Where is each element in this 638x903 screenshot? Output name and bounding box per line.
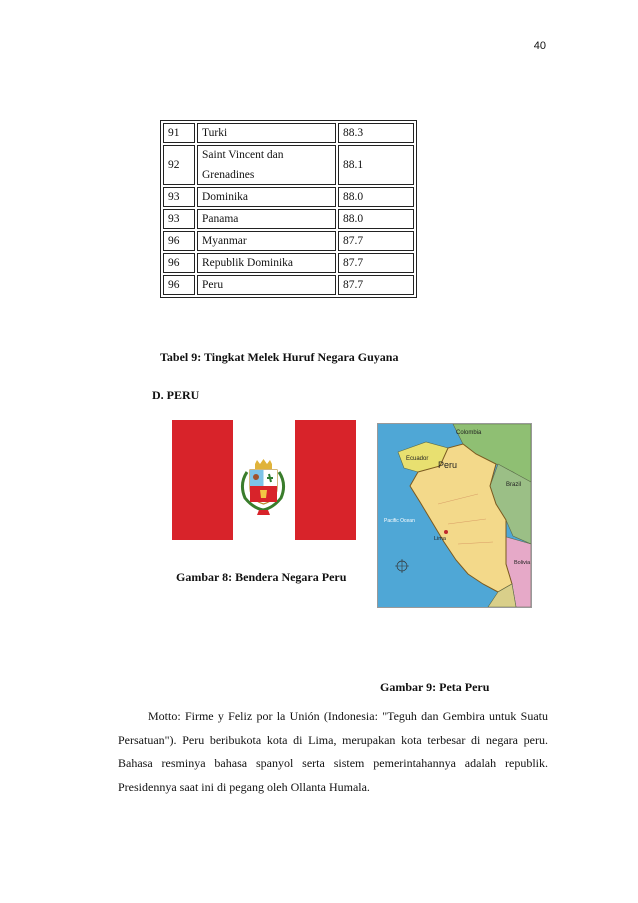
section-heading: D. PERU <box>152 388 200 402</box>
rank-cell: 96 <box>163 275 195 295</box>
country-line-1: Saint Vincent dan <box>202 149 284 161</box>
value-cell: 87.7 <box>338 231 414 251</box>
coat-of-arms-icon <box>233 420 294 540</box>
map-label-lima: Lima <box>434 536 446 542</box>
country-cell: Turki <box>197 123 336 143</box>
rank-cell: 92 <box>163 145 195 185</box>
table-row <box>163 231 414 251</box>
country-cell: Myanmar <box>197 231 336 251</box>
lima-marker <box>444 530 448 534</box>
peru-map <box>377 423 532 608</box>
table-caption: Tabel 9: Tingkat Melek Huruf Negara Guyana <box>160 350 399 364</box>
map-label-ecuador: Ecuador <box>406 456 429 462</box>
map-label-peru: Peru <box>438 460 458 470</box>
flag-red-stripe-left <box>172 420 233 540</box>
page-number: 40 <box>533 40 546 52</box>
value-cell: 88.1 <box>338 145 414 185</box>
value-cell: 87.7 <box>338 275 414 295</box>
flag-caption: Gambar 8: Bendera Negara Peru <box>176 570 347 584</box>
country-cell: Dominika <box>197 187 336 207</box>
map-caption: Gambar 9: Peta Peru <box>380 680 490 694</box>
table-row <box>163 253 414 273</box>
table-row <box>163 209 414 229</box>
map-label-brazil: Brazil <box>506 482 522 488</box>
map-label-colombia: Colombia <box>456 430 482 436</box>
rank-cell: 96 <box>163 253 195 273</box>
country-cell: Peru <box>197 275 336 295</box>
map-label-bolivia: Bolivia <box>514 560 531 566</box>
flag-white-stripe <box>233 420 294 540</box>
rank-cell: 93 <box>163 187 195 207</box>
rank-cell: 96 <box>163 231 195 251</box>
value-cell: 87.7 <box>338 253 414 273</box>
country-cell: Republik Dominika <box>197 253 336 273</box>
table-row <box>163 187 414 207</box>
peru-flag <box>172 420 356 540</box>
table-row <box>163 123 414 143</box>
body-paragraph: Motto: Firme y Feliz por la Unión (Indonesia: "Teguh dan Gembira untuk Suatu Persatuan"). Peru beribukota kota di Lima, merupakan kota terbesar di negara peru. Bahasa resminya bahasa spanyol serta sistem pemerintahannya adalah republik. Presidennya saat ini di pegang oleh Ollanta Humala. <box>118 709 548 794</box>
value-cell: 88.0 <box>338 209 414 229</box>
value-cell: 88.0 <box>338 187 414 207</box>
literacy-table <box>160 120 417 298</box>
rank-cell: 93 <box>163 209 195 229</box>
country-line-2: Grenadines <box>202 169 255 181</box>
value-cell: 88.3 <box>338 123 414 143</box>
table-row <box>163 275 414 295</box>
flag-red-stripe-right <box>295 420 356 540</box>
country-cell: Panama <box>197 209 336 229</box>
rank-cell: 91 <box>163 123 195 143</box>
country-cell <box>197 145 336 185</box>
map-label-ocean: Pacific Ocean <box>384 518 415 524</box>
table-row <box>163 145 414 185</box>
